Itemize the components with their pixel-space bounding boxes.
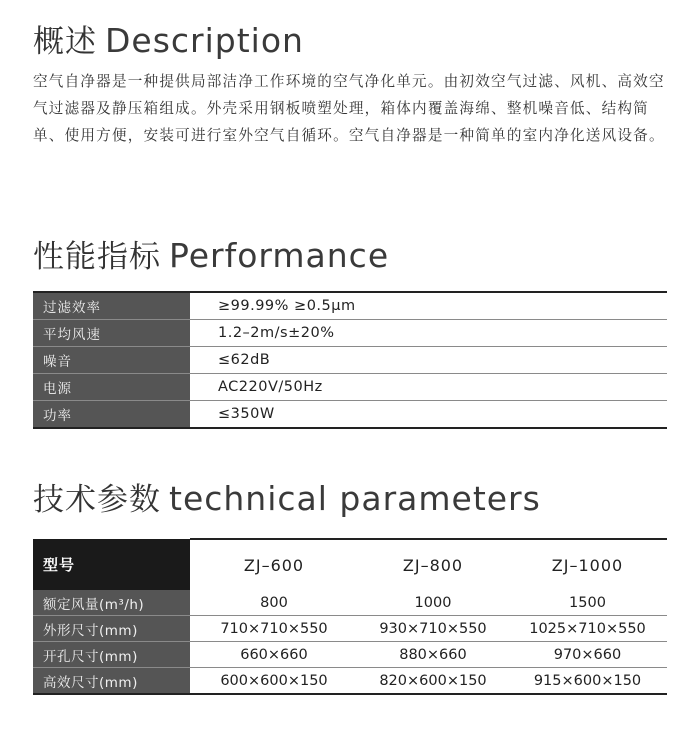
technical-cell: 600×600×150	[190, 668, 358, 695]
model-name: ZJ–800	[358, 539, 508, 590]
technical-row-label: 开孔尺寸(mm)	[33, 642, 190, 668]
description-title	[33, 21, 304, 60]
performance-value: ≤62dB	[218, 352, 271, 368]
technical-header-row	[33, 539, 667, 590]
model-name: ZJ–1000	[508, 539, 667, 590]
technical-cell: 880×660	[358, 642, 508, 668]
technical-table	[33, 538, 667, 695]
performance-label: 过滤效率	[33, 293, 190, 319]
technical-cell: 1500	[508, 590, 667, 616]
technical-row	[33, 590, 667, 616]
technical-cell: 660×660	[190, 642, 358, 668]
description-title-cn: 概述	[33, 24, 97, 60]
performance-value: ≤350W	[218, 406, 275, 422]
technical-row-label: 高效尺寸(mm)	[33, 668, 190, 695]
technical-row	[33, 668, 667, 695]
performance-table	[33, 291, 667, 429]
technical-cell: 915×600×150	[508, 668, 667, 695]
technical-cell: 930×710×550	[358, 616, 508, 642]
technical-cell: 970×660	[508, 642, 667, 668]
performance-row	[33, 347, 667, 374]
technical-cell: 1025×710×550	[508, 616, 667, 642]
technical-row-label: 外形尺寸(mm)	[33, 616, 190, 642]
technical-title-en: technical parameters	[169, 479, 541, 518]
technical-cell: 1000	[358, 590, 508, 616]
performance-title-en: Performance	[169, 236, 390, 275]
performance-label: 平均风速	[33, 320, 190, 346]
technical-row	[33, 642, 667, 668]
technical-row	[33, 616, 667, 642]
performance-title	[33, 236, 390, 275]
performance-value: ≥99.99% ≥0.5μm	[218, 298, 356, 314]
description-title-en: Description	[105, 21, 304, 60]
performance-value: AC220V/50Hz	[218, 379, 323, 395]
performance-row	[33, 401, 667, 429]
description-text: 空气自净器是一种提供局部洁净工作环境的空气净化单元。由初效空气过滤、风机、高效空气过滤器及静压箱组成。外壳采用钢板喷塑处理，箱体内覆盖海绵、整机噪音低、结构简单、使用方便，安装可进行室外空气自循环。空气自净器是一种简单的室内净化送风设备。	[33, 73, 665, 144]
technical-title-cn: 技术参数	[33, 482, 161, 518]
model-header-label: 型号	[33, 539, 190, 590]
technical-row-label: 额定风量(m³/h)	[33, 590, 190, 616]
performance-row	[33, 374, 667, 401]
technical-title	[33, 479, 541, 518]
model-name: ZJ–600	[190, 539, 358, 590]
technical-cell: 820×600×150	[358, 668, 508, 695]
performance-value: 1.2–2m/s±20%	[218, 325, 335, 341]
technical-cell: 800	[190, 590, 358, 616]
performance-row	[33, 320, 667, 347]
performance-row	[33, 291, 667, 320]
performance-label: 电源	[33, 374, 190, 400]
performance-label: 功率	[33, 401, 190, 427]
technical-cell: 710×710×550	[190, 616, 358, 642]
performance-label: 噪音	[33, 347, 190, 373]
performance-title-cn: 性能指标	[33, 239, 161, 275]
